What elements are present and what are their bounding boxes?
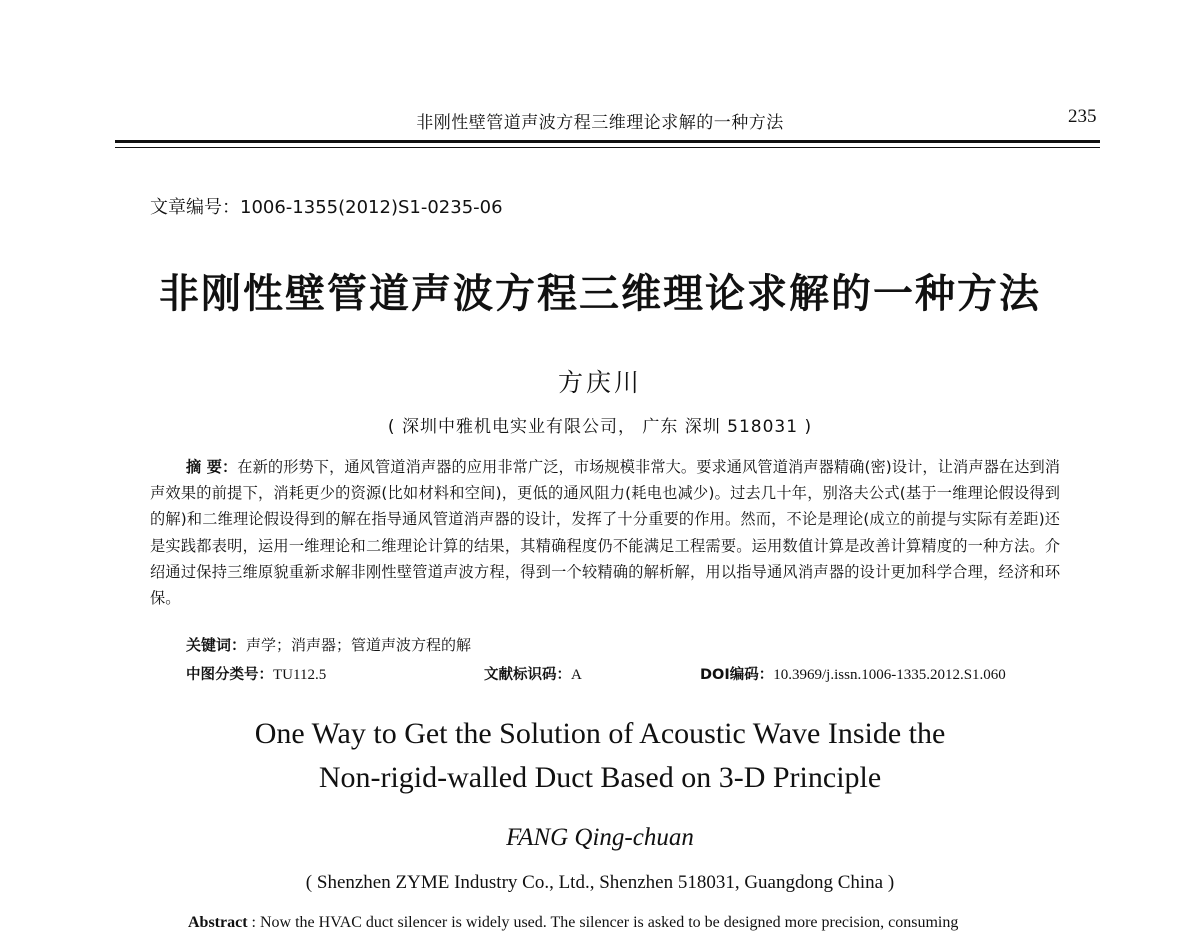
header-rule-thick (115, 140, 1100, 143)
doi (700, 663, 1006, 684)
clc-label: 中图分类号： (186, 667, 273, 683)
paper-title-en-line1: One Way to Get the Solution of Acoustic Wave Inside the (254, 717, 946, 750)
page-number: 235 (1068, 106, 1097, 127)
abstract-en-text: : Now the HVAC duct silencer is widely used. The silencer is asked to be designed more precision, consuming (247, 914, 959, 931)
abstract-cn (150, 454, 1060, 611)
abstract-cn-label: 摘 要： (186, 458, 238, 476)
abstract-en (188, 914, 1078, 932)
document-code-value: A (571, 667, 582, 683)
author-cn: 方庆川 (557, 368, 642, 397)
author-en: FANG Qing-chuan (506, 824, 694, 851)
running-header-title: 非刚性壁管道声波方程三维理论求解的一种方法 (416, 113, 784, 133)
document-code-label: 文献标识码： (484, 667, 571, 683)
abstract-cn-text: 在新的形势下，通风管道消声器的应用非常广泛，市场规模非常大。要求通风管道消声器精确(密)设计，让消声器在达到消声效果的前提下，消耗更少的资源(比如材料和空间)，更低的通风阻力(耗电也减少)。过去几十年，别洛夫公式(基于一维理论假设得到的解)和二维理论假设得到的解在指导通风管道消声器的设计，发挥了十分重要的作用。然而，不论是理论(成立的前提与实际有差距)还是实践都表明，运用一维理论和二维理论计算的结果，其精确程度仍不能满足工程需要。运用数值计算是改善计算精度的一种方法。介绍通过保持三维原貌重新求解非刚性壁管道声波方程，得到一个较精确的解析解，用以指导通风消声器的设计更加科学合理，经济和环保。 (150, 458, 1060, 608)
doi-value: 10.3969/j.issn.1006-1335.2012.S1.060 (773, 667, 1006, 683)
clc-number (186, 663, 326, 684)
paper-title-en-line2: Non-rigid-walled Duct Based on 3-D Principle (318, 761, 882, 794)
keywords (186, 634, 471, 655)
doi-label: DOI编码： (700, 667, 774, 683)
abstract-en-label: Abstract (188, 914, 248, 931)
clc-value: TU112.5 (273, 667, 327, 683)
document-code (484, 663, 582, 684)
article-id: 文章编号：1006-1355(2012)S1-0235-06 (150, 197, 503, 218)
paper-title-en (0, 712, 1200, 800)
affiliation-cn: ( 深圳中雅机电实业有限公司， 广东 深圳 518031 ) (387, 417, 813, 437)
paper-title-cn: 非刚性壁管道声波方程三维理论求解的一种方法 (159, 271, 1041, 317)
keywords-text: 声学；消声器；管道声波方程的解 (246, 636, 472, 654)
header-rule-thin (115, 147, 1100, 148)
affiliation-en: ( Shenzhen ZYME Industry Co., Ltd., Shenzhen 518031, Guangdong China ) (305, 872, 895, 893)
keywords-label: 关键词： (186, 636, 247, 654)
